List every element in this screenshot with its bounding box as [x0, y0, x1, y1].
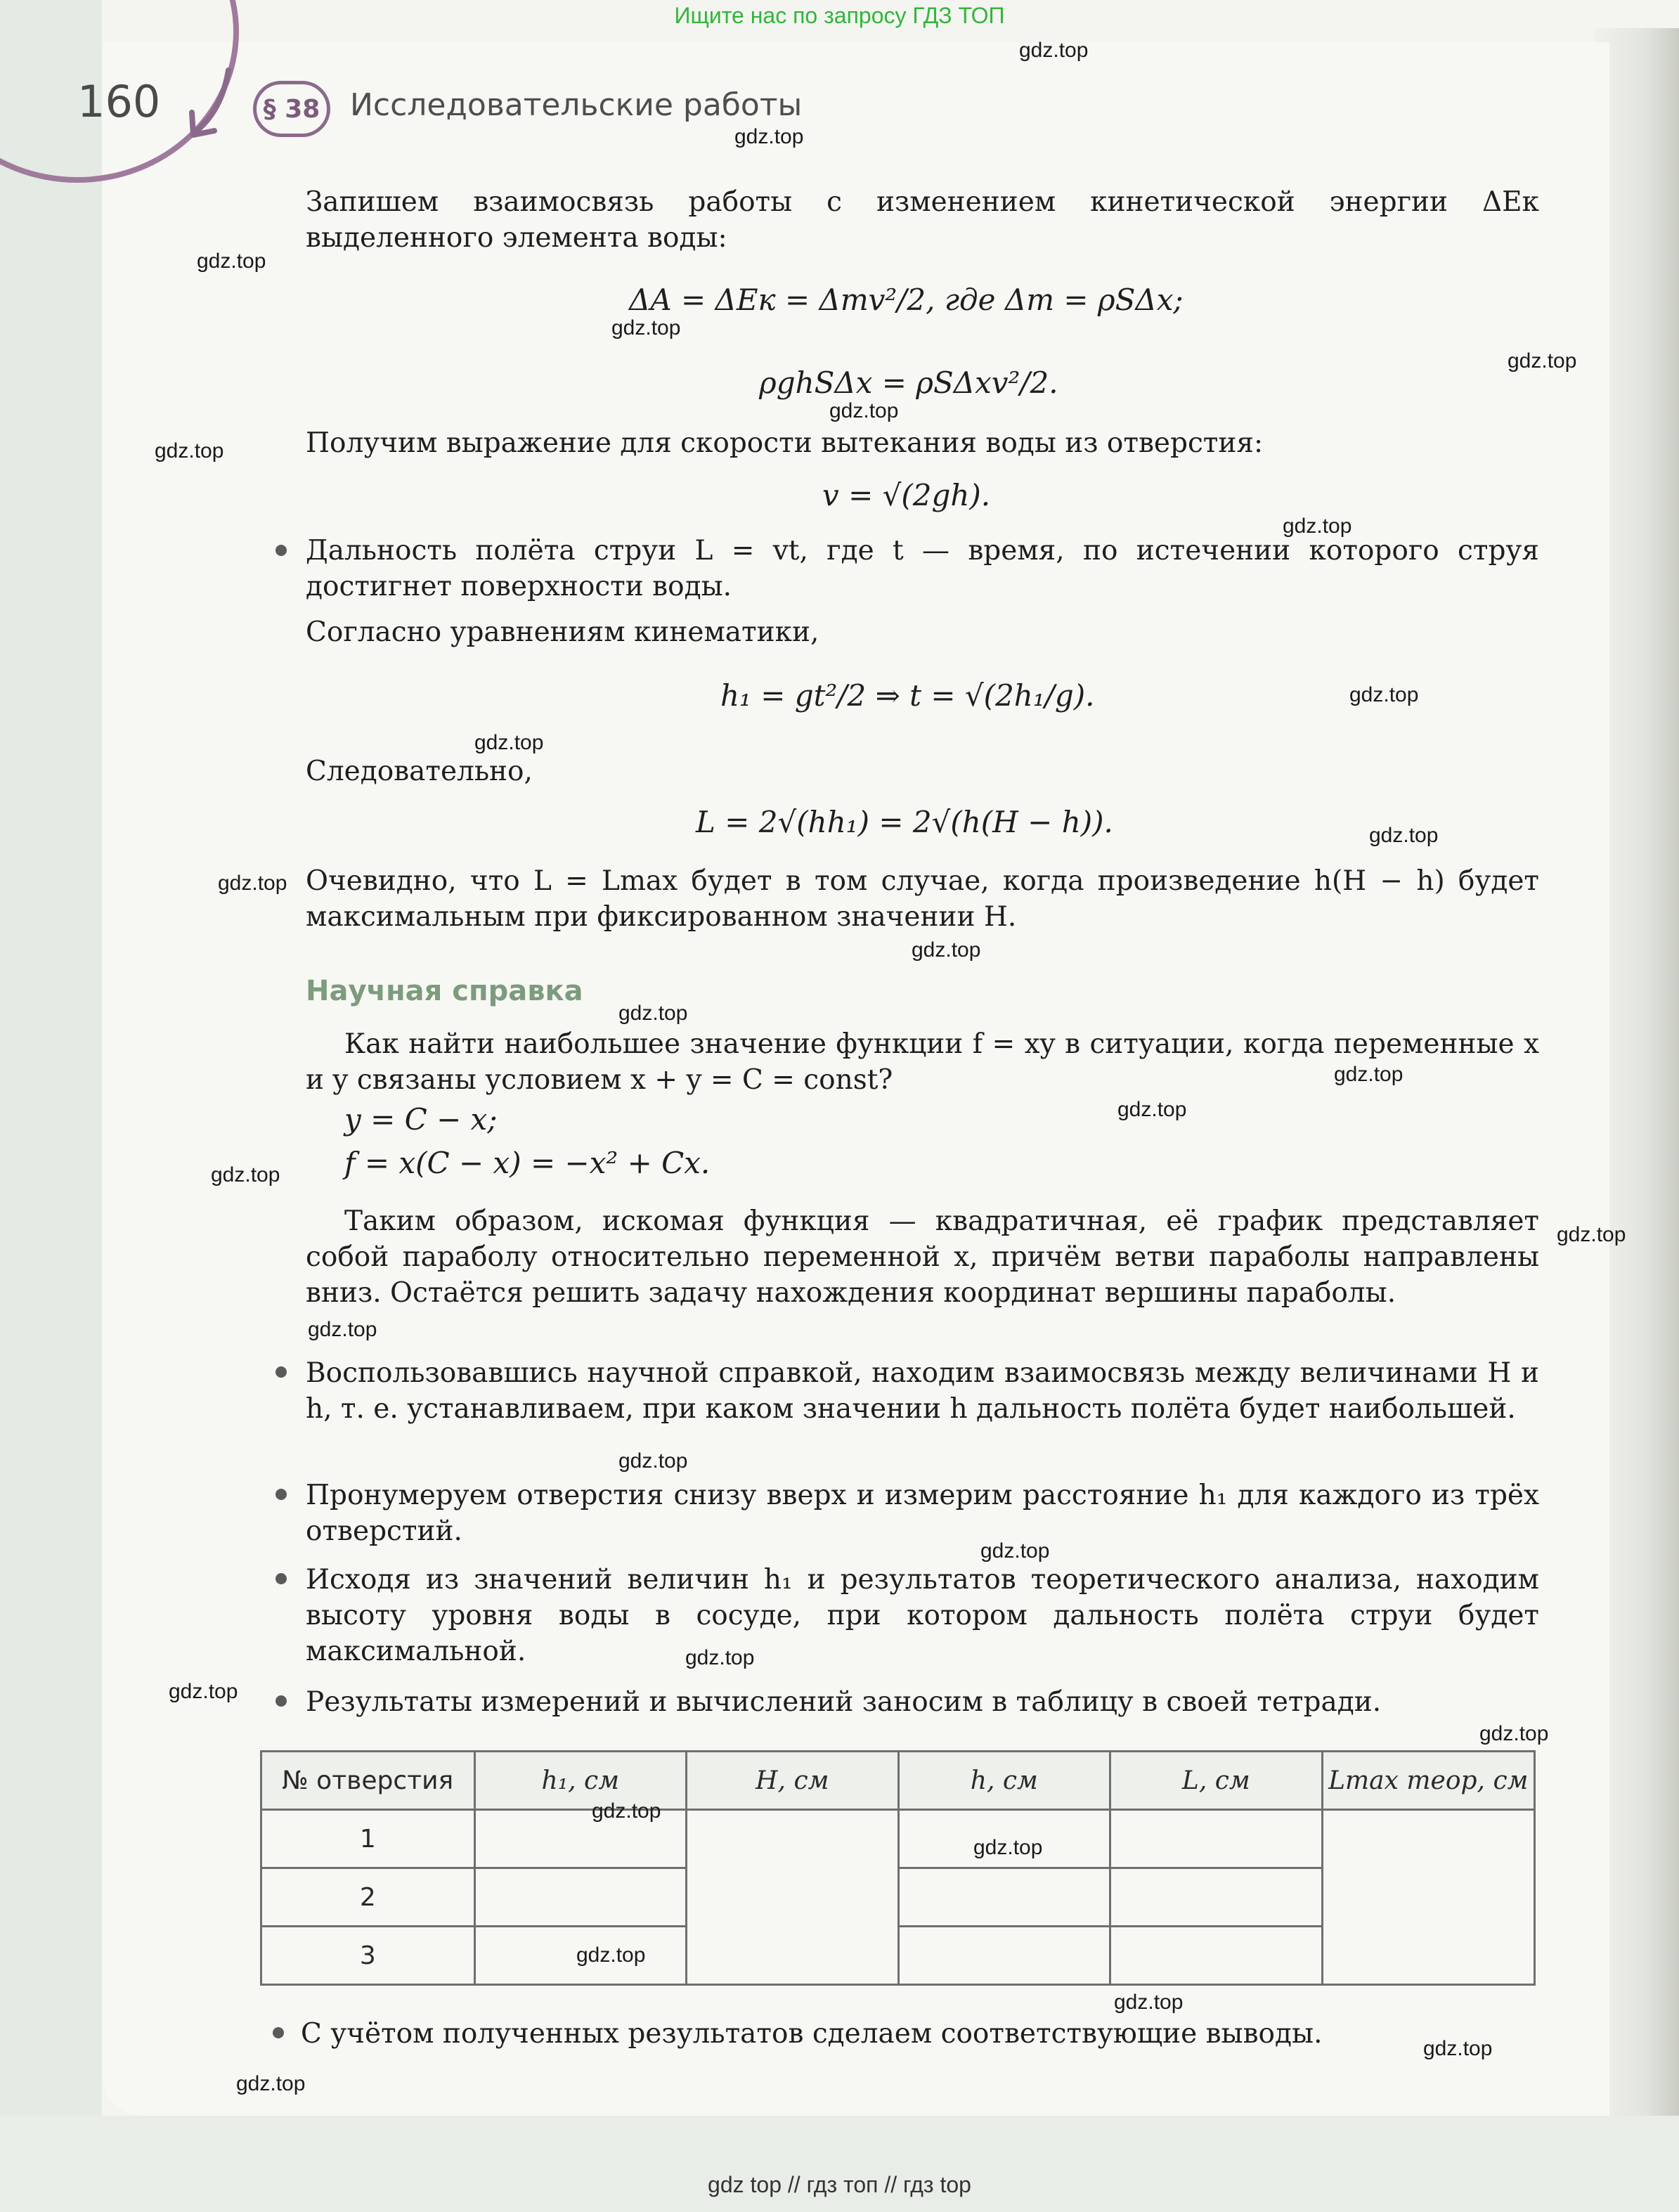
watermark: gdz.top [236, 2072, 306, 2095]
top-banner-link[interactable]: Ищите нас по запросу ГДЗ ТОП [674, 3, 1005, 28]
paragraph-7: Как найти наибольшее значение функции f = xy в ситуации, когда переменные x и y связаны условием x + y = C = const? [306, 1028, 1539, 1096]
table-cell [1110, 1927, 1323, 1985]
formula-2: ρghSΔx = ρSΔxv²/2. [759, 366, 1058, 400]
watermark: gdz.top [829, 399, 899, 422]
bullet-marker [275, 1573, 287, 1584]
paragraph-4: Согласно уравнениям кинематики, [306, 616, 819, 648]
paragraph-6: Очевидно, что L = Lmax будет в том случае, когда произведение h(H − h) будет максимальным при фиксированном значении H. [306, 865, 1539, 933]
watermark: gdz.top [618, 1449, 688, 1473]
watermark: gdz.top [1508, 349, 1577, 373]
watermark: gdz.top [1349, 683, 1419, 706]
watermark: gdz.top [1117, 1098, 1187, 1121]
watermark: gdz.top [155, 439, 224, 463]
side-band [0, 0, 102, 2212]
bullet-5: С учётом полученных результатов сделаем соответствующие выводы. [301, 2018, 1323, 2050]
paragraph-8: Таким образом, искомая функция — квадратичная, её график представляет собой параболу относительно переменной x, причём ветви параболы направлены вниз. Остаётся решить задачу нахождения координат вершины параболы. [306, 1205, 1539, 1309]
formula-6: y = C − x; [344, 1102, 498, 1137]
formula-5: L = 2√(hh₁) = 2√(h(H − h)). [696, 805, 1113, 839]
watermark: gdz.top [685, 1646, 755, 1669]
watermark: gdz.top [1479, 1722, 1549, 1745]
table-cell [898, 1868, 1110, 1927]
watermark: gdz.top [218, 872, 287, 895]
paragraph-5: Следовательно, [306, 756, 533, 787]
formula-4: h₁ = gt²/2 ⇒ t = √(2h₁/g). [720, 678, 1095, 713]
watermark: gdz.top [611, 316, 681, 339]
watermark: gdz.top [980, 1539, 1050, 1563]
watermark: gdz.top [1369, 824, 1439, 847]
table-cell: 3 [261, 1927, 475, 1985]
watermark: gdz.top [973, 1836, 1043, 1859]
table-cell: 1 [261, 1810, 475, 1868]
arrow-icon [179, 63, 242, 148]
table-cell [687, 1810, 899, 1985]
table-header: № отверстия [261, 1752, 475, 1810]
watermark: gdz.top [1557, 1223, 1626, 1246]
bullet-4: Результаты измерений и вычислений заносим в таблицу в своей тетради. [306, 1686, 1382, 1718]
table-header: h₁, см [474, 1752, 687, 1810]
watermark: gdz.top [1334, 1063, 1404, 1086]
table-cell [1322, 1810, 1534, 1985]
formula-7: f = x(C − x) = −x² + Cx. [344, 1146, 711, 1180]
section-title: Исследовательские работы [350, 87, 803, 123]
table-cell: 2 [261, 1868, 475, 1927]
watermark: gdz.top [618, 1002, 688, 1025]
paragraph-1: Запишем взаимосвязь работы с изменением кинетической энергии ΔEк выделенного элемента воды: [306, 186, 1539, 254]
table-cell [474, 1868, 687, 1927]
formula-3: v = √(2gh). [822, 478, 991, 512]
table-header: L, см [1110, 1752, 1323, 1810]
bullet-2: Пронумеруем отверстия снизу вверх и измерим расстояние h₁ для каждого из трёх отверстий. [306, 1480, 1539, 1547]
watermark: gdz.top [1423, 2037, 1493, 2060]
section-badge: § 38 [253, 81, 330, 137]
watermark: gdz.top [1019, 39, 1089, 62]
paragraph-3: Дальность полёта струи L = vt, где t — время, по истечении которого струя достигнет поверхности воды. [306, 535, 1539, 602]
watermark: gdz.top [576, 1943, 646, 1967]
table-header: Lmax теор, см [1322, 1752, 1534, 1810]
table-header-row [261, 1752, 1535, 1810]
bullet-3: Исходя из значений величин h₁ и результатов теоретического анализа, находим высоту уровня воды в сосуде, при котором дальность полёта струи будет максимальной. [306, 1564, 1539, 1667]
watermark: gdz.top [912, 938, 981, 962]
science-note-heading: Научная справка [306, 975, 583, 1007]
formula-1: ΔA = ΔEк = Δmv²/2, где Δm = ρSΔx; [629, 283, 1184, 317]
bullet-marker [273, 2027, 284, 2038]
table-header: h, см [898, 1752, 1110, 1810]
watermark: gdz.top [734, 125, 804, 148]
watermark: gdz.top [592, 1799, 661, 1823]
table-cell [898, 1927, 1110, 1985]
page-number: 160 [77, 76, 161, 127]
watermark: gdz.top [1114, 1991, 1184, 2014]
bullet-marker [275, 1695, 287, 1707]
bullet-1: Воспользовавшись научной справкой, находим взаимосвязь между величинами H и h, т. е. устанавливаем, при каком значении h дальность полёта будет наибольшей. [306, 1357, 1539, 1425]
watermark: gdz.top [1283, 515, 1352, 538]
results-table [260, 1750, 1536, 1986]
bullet-marker [275, 1366, 287, 1378]
watermark: gdz.top [308, 1318, 377, 1341]
watermark: gdz.top [474, 731, 544, 754]
table-header: H, см [687, 1752, 899, 1810]
watermark: gdz.top [211, 1163, 280, 1186]
table-cell [1110, 1810, 1323, 1868]
bullet-marker [275, 545, 287, 556]
bullet-marker [275, 1489, 287, 1500]
paragraph-2: Получим выражение для скорости вытекания воды из отверстия: [306, 427, 1264, 459]
bottom-banner-link[interactable]: gdz top // гдз топ // гдз top [708, 2172, 971, 2197]
watermark: gdz.top [197, 250, 266, 273]
table-row [261, 1810, 1535, 1868]
table-cell [1110, 1868, 1323, 1927]
watermark: gdz.top [169, 1680, 238, 1703]
